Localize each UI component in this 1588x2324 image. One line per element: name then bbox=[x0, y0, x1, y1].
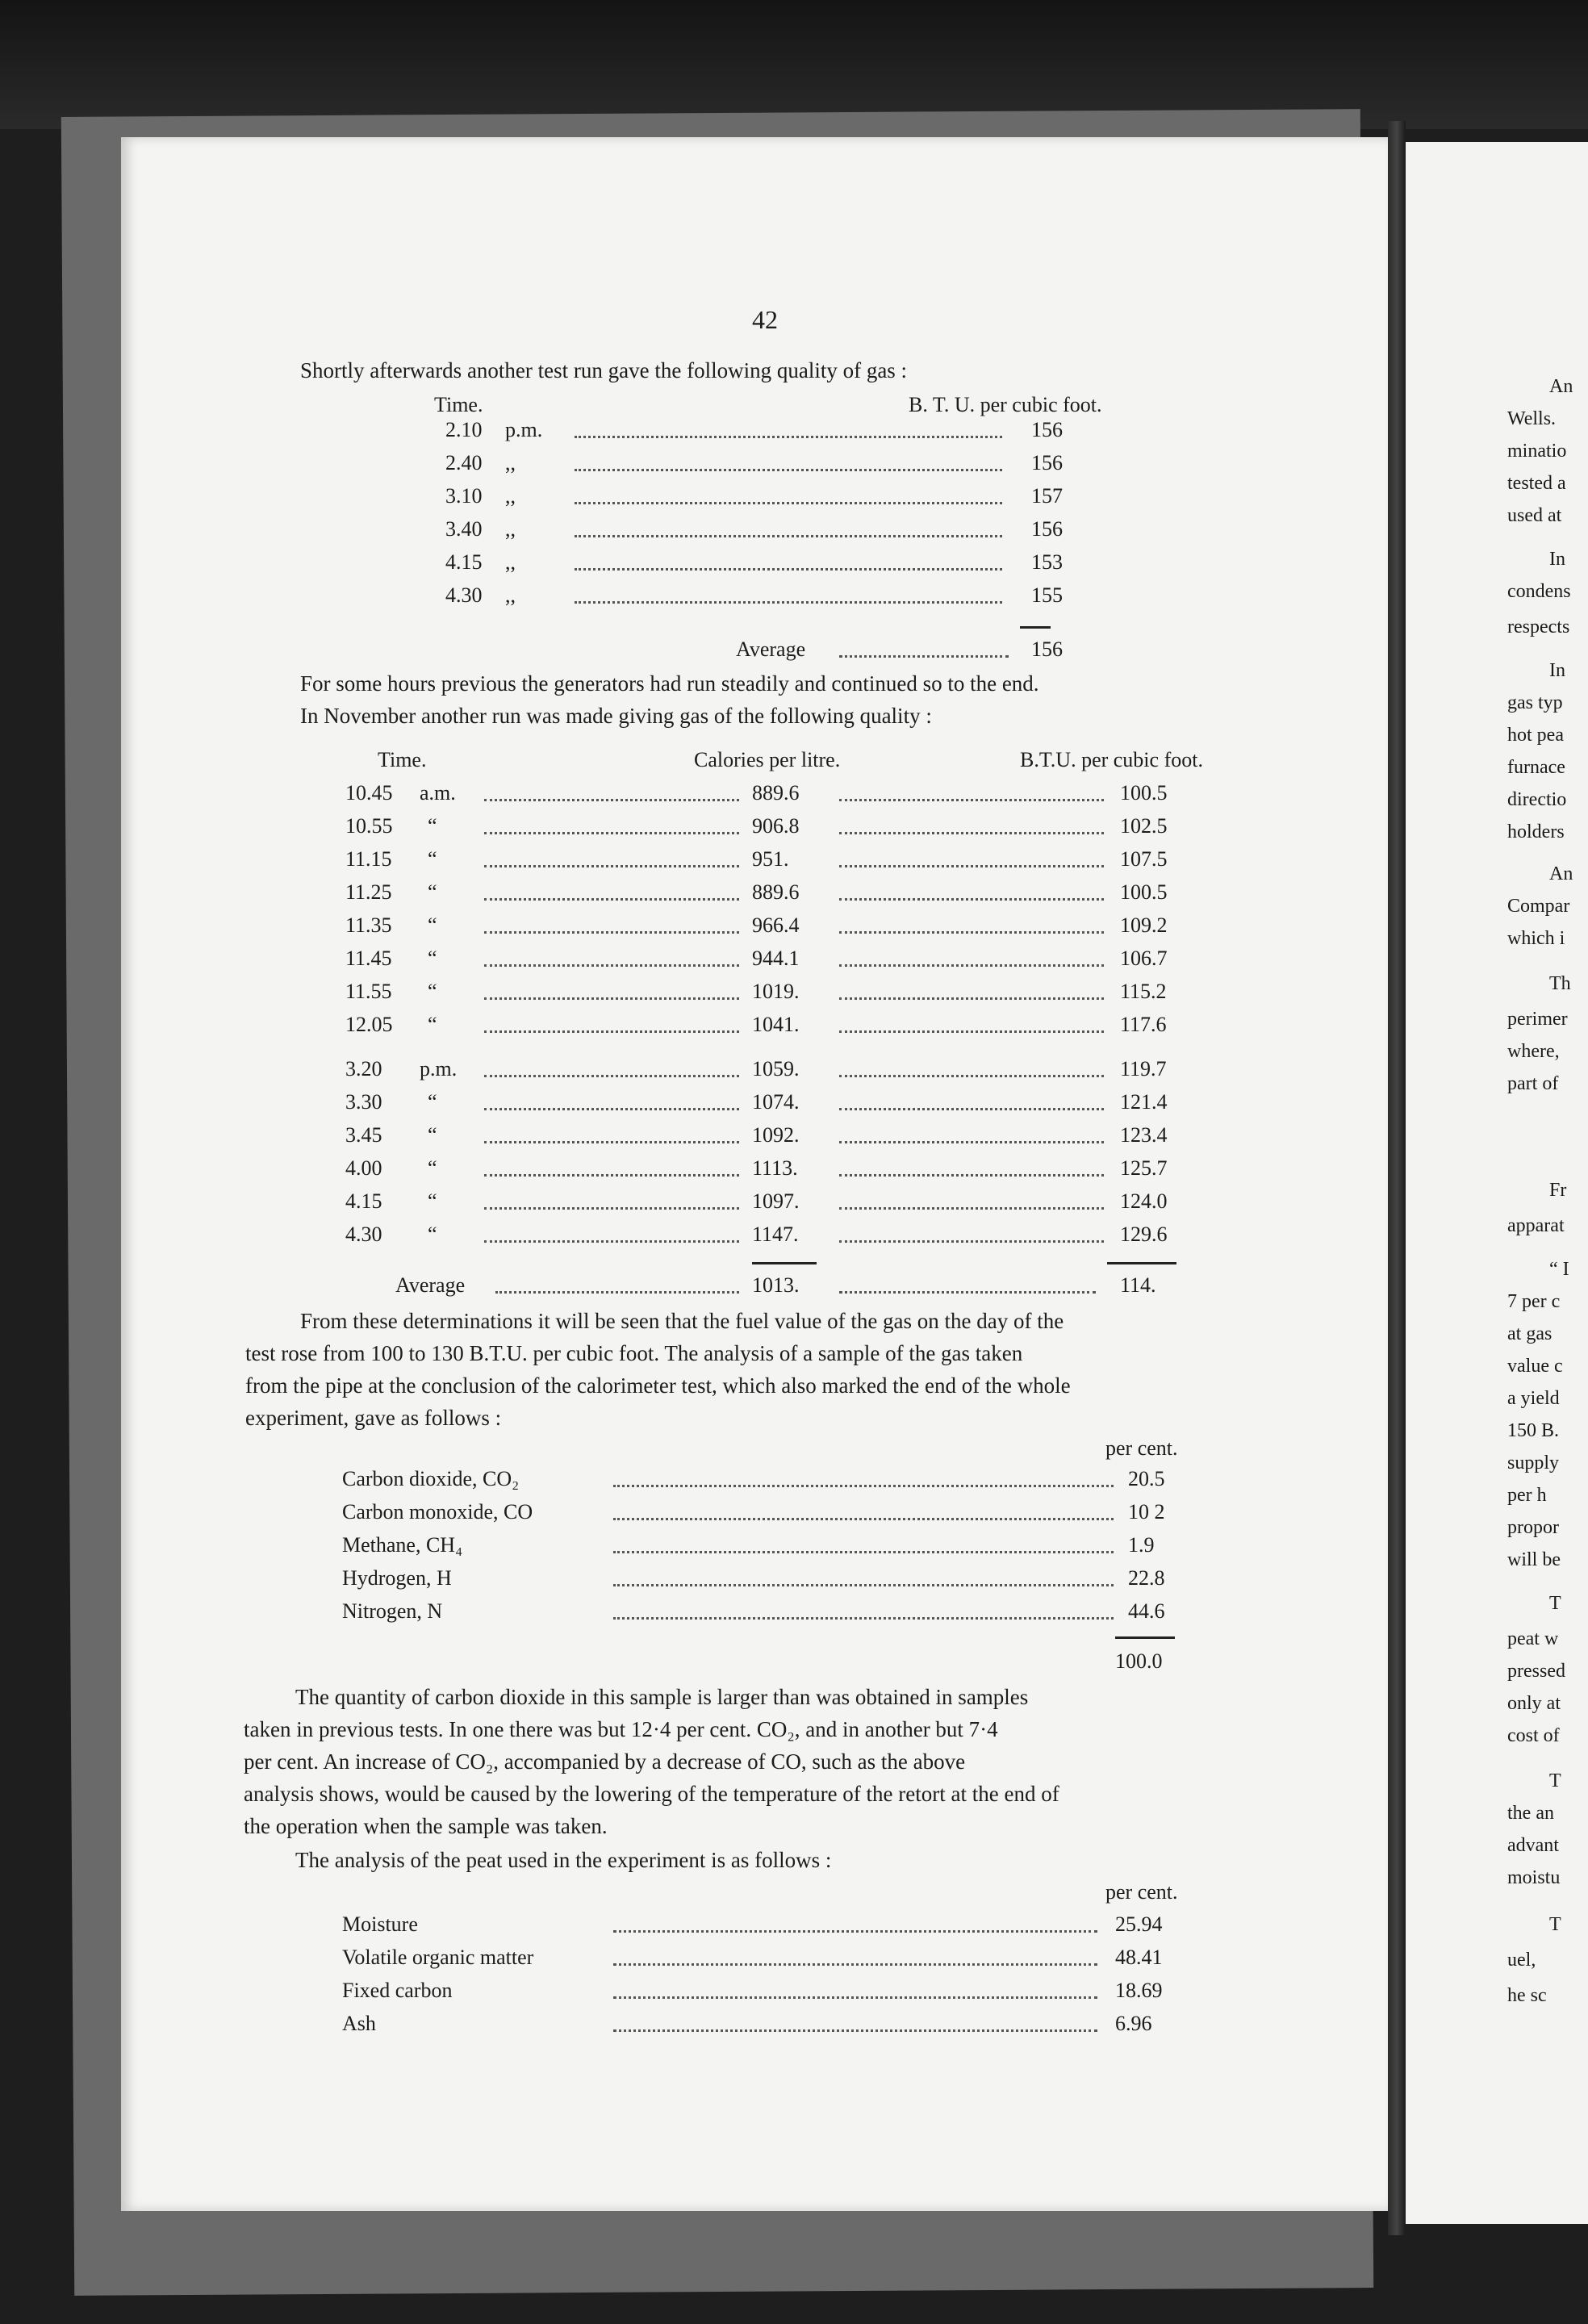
table2-time: 4.15 bbox=[345, 1189, 382, 1213]
gas-analysis-value: 22.8 bbox=[1128, 1566, 1165, 1590]
table2-unit: “ bbox=[428, 1156, 437, 1180]
right-page-fragment: supply bbox=[1507, 1452, 1560, 1473]
table2-unit: “ bbox=[428, 1013, 437, 1036]
table2-cal: 889.6 bbox=[752, 781, 800, 805]
peat-analysis-label: Ash bbox=[342, 2012, 376, 2035]
table1-unit: ,, bbox=[505, 484, 516, 508]
table2-unit: “ bbox=[428, 1090, 437, 1114]
table2-cal: 944.1 bbox=[752, 947, 800, 970]
table2-leader-1 bbox=[484, 1207, 739, 1210]
table1-average-leader bbox=[839, 655, 1009, 658]
gas-analysis-value: 10 2 bbox=[1128, 1500, 1165, 1524]
table2-cal: 1041. bbox=[752, 1013, 800, 1036]
table2-btu: 124.0 bbox=[1120, 1189, 1168, 1213]
table1-time: 2.10 bbox=[445, 418, 483, 441]
table2-unit: “ bbox=[428, 847, 437, 871]
table1-time: 3.10 bbox=[445, 484, 483, 508]
right-page-fragment: where, bbox=[1507, 1041, 1560, 1062]
right-page-fragment: 150 B. bbox=[1507, 1420, 1560, 1441]
right-page-fragment: perimer bbox=[1507, 1009, 1568, 1030]
table1-value: 155 bbox=[1031, 583, 1063, 607]
right-page-fragment: moistu bbox=[1507, 1867, 1561, 1888]
table1-leader bbox=[575, 436, 1002, 438]
table2-leader-1 bbox=[484, 832, 739, 834]
right-page-fragment: condens bbox=[1507, 581, 1571, 602]
right-page-fragment: apparat bbox=[1507, 1215, 1565, 1236]
table1-time: 4.15 bbox=[445, 550, 483, 574]
table2-btu: 129.6 bbox=[1120, 1223, 1168, 1246]
right-page-fragment: Compar bbox=[1507, 896, 1570, 917]
table2-time: 11.55 bbox=[345, 980, 392, 1003]
paragraph-a: For some hours previous the generators had run steadily and continued so to the end. bbox=[300, 671, 1039, 696]
table2-btu: 100.5 bbox=[1120, 880, 1168, 904]
peat-analysis-value: 25.94 bbox=[1115, 1912, 1163, 1936]
peat-analysis-value: 6.96 bbox=[1115, 2012, 1152, 2035]
para3-line-2: taken in previous tests. In one there was but 12·4 per cent. CO₂, and in another but 7·4 bbox=[244, 1717, 998, 1741]
table2-time: 11.25 bbox=[345, 880, 392, 904]
table2-btu: 121.4 bbox=[1120, 1090, 1168, 1114]
table2-unit: “ bbox=[428, 1189, 437, 1213]
book-gutter bbox=[1388, 121, 1406, 2235]
para4: The analysis of the peat used in the experiment is as follows : bbox=[295, 1848, 832, 1872]
table1-leader bbox=[575, 568, 1002, 571]
table2-cal: 1019. bbox=[752, 980, 800, 1003]
right-page-fragment: a yield bbox=[1507, 1388, 1560, 1409]
table2-btu: 117.6 bbox=[1120, 1013, 1167, 1036]
page-number: 42 bbox=[752, 305, 778, 334]
table2-unit: “ bbox=[428, 913, 437, 937]
table1-unit: ,, bbox=[505, 550, 516, 574]
table2-leader-2 bbox=[839, 997, 1104, 1000]
gas-analysis-leader bbox=[613, 1584, 1114, 1586]
table2-header-time: Time. bbox=[378, 748, 427, 771]
table1-leader bbox=[575, 601, 1002, 604]
table2-rule-cal bbox=[752, 1262, 817, 1264]
table2-leader-1 bbox=[484, 799, 739, 801]
table2-btu: 107.5 bbox=[1120, 847, 1168, 871]
table2-average-cal: 1013. bbox=[752, 1273, 800, 1297]
table2-time: 3.20 bbox=[345, 1057, 382, 1080]
table2-btu: 125.7 bbox=[1120, 1156, 1168, 1180]
right-page-fragment: only at bbox=[1507, 1693, 1561, 1714]
table2-cal: 1092. bbox=[752, 1123, 800, 1147]
right-page-fragment: will be bbox=[1507, 1549, 1561, 1570]
para2-line-2: test rose from 100 to 130 B.T.U. per cubic foot. The analysis of a sample of the gas taken bbox=[245, 1341, 1023, 1365]
gas-analysis-value: 1.9 bbox=[1128, 1533, 1155, 1557]
table2-header-btu: B.T.U. per cubic foot. bbox=[1020, 748, 1203, 771]
right-page-fragment: Th bbox=[1549, 973, 1571, 994]
para3-line-1: The quantity of carbon dioxide in this sample is larger than was obtained in samples bbox=[295, 1685, 1029, 1709]
table2-leader-2 bbox=[839, 799, 1104, 801]
table2-leader-1 bbox=[484, 865, 739, 867]
table1-value: 157 bbox=[1031, 484, 1063, 508]
table2-unit: “ bbox=[428, 880, 437, 904]
table1-value: 156 bbox=[1031, 451, 1063, 474]
right-page-fragment: value c bbox=[1507, 1356, 1563, 1377]
peat-analysis-leader bbox=[613, 1996, 1097, 1999]
para3-line-5: the operation when the sample was taken. bbox=[244, 1814, 608, 1838]
peat-analysis-value: 48.41 bbox=[1115, 1946, 1163, 1969]
table2-leader-1 bbox=[484, 1141, 739, 1143]
gas-analysis-leader bbox=[613, 1518, 1114, 1520]
table2-cal: 1074. bbox=[752, 1090, 800, 1114]
table2-average-btu: 114. bbox=[1120, 1273, 1156, 1297]
right-page-fragment: furnace bbox=[1507, 757, 1565, 778]
para2-line-4: experiment, gave as follows : bbox=[245, 1406, 502, 1430]
para3-line-3: per cent. An increase of CO₂, accompanied by a decrease of CO, such as the above bbox=[244, 1749, 966, 1774]
peat-analysis-label: Fixed carbon bbox=[342, 1979, 453, 2002]
table2-unit: “ bbox=[428, 980, 437, 1003]
peat-analysis-leader bbox=[613, 1963, 1097, 1966]
gas-analysis-label: Nitrogen, N bbox=[342, 1599, 443, 1623]
table2-btu: 115.2 bbox=[1120, 980, 1167, 1003]
right-page-fragment: uel, bbox=[1507, 1950, 1536, 1971]
gas-analysis-label: Hydrogen, H bbox=[342, 1566, 452, 1590]
table1-average-label: Average bbox=[736, 637, 806, 661]
gas-analysis-unit-header: per cent. bbox=[1105, 1436, 1178, 1460]
right-page-fragment: hot pea bbox=[1507, 725, 1564, 746]
gas-analysis-label: Carbon dioxide, CO₂ bbox=[342, 1467, 520, 1490]
table2-leader-2 bbox=[839, 898, 1104, 901]
table2-leader-1 bbox=[484, 964, 739, 967]
right-page-fragment: T bbox=[1549, 1593, 1561, 1614]
para2-line-1: From these determinations it will be seen that the fuel value of the gas on the day of the bbox=[300, 1309, 1064, 1333]
table1-unit: ,, bbox=[505, 451, 516, 474]
table1-time: 4.30 bbox=[445, 583, 483, 607]
peat-analysis-value: 18.69 bbox=[1115, 1979, 1163, 2002]
right-page-fragment: respects bbox=[1507, 617, 1570, 637]
table2-time: 3.30 bbox=[345, 1090, 382, 1114]
table2-btu: 123.4 bbox=[1120, 1123, 1168, 1147]
right-page-fragment: per h bbox=[1507, 1485, 1547, 1506]
right-page-fragment: An bbox=[1549, 376, 1573, 397]
gas-analysis-rule bbox=[1115, 1636, 1175, 1639]
table2-cal: 906.8 bbox=[752, 814, 800, 838]
table2-rule-btu bbox=[1107, 1262, 1176, 1264]
table2-leader-2 bbox=[839, 964, 1104, 967]
peat-analysis-unit-header: per cent. bbox=[1105, 1880, 1178, 1904]
table2-leader-2 bbox=[839, 1075, 1104, 1077]
table2-time: 4.30 bbox=[345, 1223, 382, 1246]
table2-time: 11.35 bbox=[345, 913, 392, 937]
table2-leader-1 bbox=[484, 1030, 739, 1033]
peat-analysis-label: Moisture bbox=[342, 1912, 418, 1936]
table2-unit: “ bbox=[428, 814, 437, 838]
right-page-fragment: cost of bbox=[1507, 1725, 1560, 1746]
table2-btu: 100.5 bbox=[1120, 781, 1168, 805]
table2-leader-1 bbox=[484, 1240, 739, 1243]
right-page-fragment: T bbox=[1549, 1914, 1561, 1935]
table1-rule bbox=[1020, 626, 1051, 629]
table1-value: 156 bbox=[1031, 517, 1063, 541]
table2-leader-2 bbox=[839, 931, 1104, 934]
table2-leader-1 bbox=[484, 931, 739, 934]
table2-average-label: Average bbox=[395, 1273, 466, 1297]
table2-time: 12.05 bbox=[345, 1013, 393, 1036]
table2-leader-1 bbox=[484, 1108, 739, 1110]
table2-header-cal: Calories per litre. bbox=[694, 748, 841, 771]
right-page-fragment: he sc bbox=[1507, 1985, 1547, 2006]
right-page-fragment: 7 per c bbox=[1507, 1291, 1561, 1312]
table2-cal: 1059. bbox=[752, 1057, 800, 1080]
table2-btu: 119.7 bbox=[1120, 1057, 1167, 1080]
table2-leader-2 bbox=[839, 832, 1104, 834]
table1-leader bbox=[575, 469, 1002, 471]
table2-unit: p.m. bbox=[420, 1057, 458, 1080]
table2-average-leader-2 bbox=[839, 1291, 1096, 1294]
gas-analysis-leader bbox=[613, 1551, 1114, 1553]
right-page-fragment: which i bbox=[1507, 928, 1565, 949]
table2-leader-2 bbox=[839, 1141, 1104, 1143]
right-page-fragment: peat w bbox=[1507, 1628, 1559, 1649]
gas-analysis-label: Methane, CH₄ bbox=[342, 1533, 463, 1557]
peat-analysis-leader bbox=[613, 2029, 1097, 2032]
right-page-fragment: used at bbox=[1507, 505, 1562, 526]
table1-time: 2.40 bbox=[445, 451, 483, 474]
right-page-fragment: the an bbox=[1507, 1803, 1554, 1824]
gas-analysis-label: Carbon monoxide, CO bbox=[342, 1500, 533, 1524]
right-page-fragment: In bbox=[1549, 660, 1565, 681]
table1-average-value: 156 bbox=[1031, 637, 1063, 661]
para2-line-3: from the pipe at the conclusion of the calorimeter test, which also marked the end of the whole bbox=[245, 1373, 1071, 1398]
gas-analysis-value: 20.5 bbox=[1128, 1467, 1165, 1490]
table2-leader-1 bbox=[484, 997, 739, 1000]
gas-analysis-value: 44.6 bbox=[1128, 1599, 1165, 1623]
table2-time: 11.15 bbox=[345, 847, 392, 871]
table1-unit: ,, bbox=[505, 517, 516, 541]
intro-text: Shortly afterwards another test run gave the following quality of gas : bbox=[300, 358, 908, 382]
peat-analysis-label: Volatile organic matter bbox=[342, 1946, 534, 1969]
right-page-fragment: propor bbox=[1507, 1517, 1559, 1538]
table2-cal: 1113. bbox=[752, 1156, 798, 1180]
table2-unit: “ bbox=[428, 947, 437, 970]
para3-line-4: analysis shows, would be caused by the lowering of the temperature of the retort at the end of bbox=[244, 1782, 1059, 1806]
gas-analysis-total: 100.0 bbox=[1115, 1649, 1163, 1673]
table2-cal: 1147. bbox=[752, 1223, 799, 1246]
table2-leader-2 bbox=[839, 865, 1104, 867]
table1-value: 153 bbox=[1031, 550, 1063, 574]
right-page-fragment: part of bbox=[1507, 1073, 1559, 1094]
table2-unit: a.m. bbox=[420, 781, 456, 805]
table2-time: 10.45 bbox=[345, 781, 393, 805]
table2-leader-1 bbox=[484, 1174, 739, 1177]
table1-unit: p.m. bbox=[505, 418, 543, 441]
right-page-fragment: An bbox=[1549, 863, 1573, 884]
table2-leader-2 bbox=[839, 1207, 1104, 1210]
right-page-fragment: gas typ bbox=[1507, 692, 1563, 713]
table2-unit: “ bbox=[428, 1123, 437, 1147]
table2-cal: 951. bbox=[752, 847, 789, 871]
right-page-fragment: T bbox=[1549, 1770, 1561, 1791]
table2-leader-2 bbox=[839, 1108, 1104, 1110]
right-page-fragment: In bbox=[1549, 549, 1565, 570]
table2-time: 11.45 bbox=[345, 947, 392, 970]
table1-unit: ,, bbox=[505, 583, 516, 607]
right-page-fragment: tested a bbox=[1507, 473, 1566, 494]
table2-leader-2 bbox=[839, 1240, 1104, 1243]
right-page-fragment: “ I bbox=[1549, 1259, 1569, 1280]
table2-btu: 106.7 bbox=[1120, 947, 1168, 970]
table1-header-btu: B. T. U. per cubic foot. bbox=[909, 393, 1102, 416]
right-page-fragment: Fr bbox=[1549, 1180, 1567, 1201]
right-page-fragment: pressed bbox=[1507, 1661, 1565, 1682]
table2-time: 4.00 bbox=[345, 1156, 382, 1180]
right-page-fragment: advant bbox=[1507, 1835, 1559, 1856]
right-page-fragment: holders bbox=[1507, 821, 1565, 842]
table2-time: 10.55 bbox=[345, 814, 393, 838]
gas-analysis-leader bbox=[613, 1485, 1114, 1487]
right-page-fragment: Wells. bbox=[1507, 408, 1557, 429]
table1-time: 3.40 bbox=[445, 517, 483, 541]
right-page-fragment: at gas bbox=[1507, 1323, 1552, 1344]
table1-value: 156 bbox=[1031, 418, 1063, 441]
table2-leader-2 bbox=[839, 1030, 1104, 1033]
table2-average-leader-1 bbox=[495, 1291, 739, 1294]
table2-cal: 966.4 bbox=[752, 913, 800, 937]
table2-leader-1 bbox=[484, 1075, 739, 1077]
table1-leader bbox=[575, 502, 1002, 504]
table2-unit: “ bbox=[428, 1223, 437, 1246]
table2-cal: 889.6 bbox=[752, 880, 800, 904]
table1-header-time: Time. bbox=[434, 393, 483, 416]
peat-analysis-leader bbox=[613, 1930, 1097, 1933]
right-page-fragment: directio bbox=[1507, 789, 1567, 810]
table1-leader bbox=[575, 535, 1002, 537]
table2-leader-2 bbox=[839, 1174, 1104, 1177]
right-page-fragment: minatio bbox=[1507, 441, 1567, 462]
table2-time: 3.45 bbox=[345, 1123, 382, 1147]
table2-btu: 102.5 bbox=[1120, 814, 1168, 838]
table2-leader-1 bbox=[484, 898, 739, 901]
table2-cal: 1097. bbox=[752, 1189, 800, 1213]
table2-btu: 109.2 bbox=[1120, 913, 1168, 937]
gas-analysis-leader bbox=[613, 1617, 1114, 1620]
paragraph-b: In November another run was made giving gas of the following quality : bbox=[300, 704, 932, 728]
